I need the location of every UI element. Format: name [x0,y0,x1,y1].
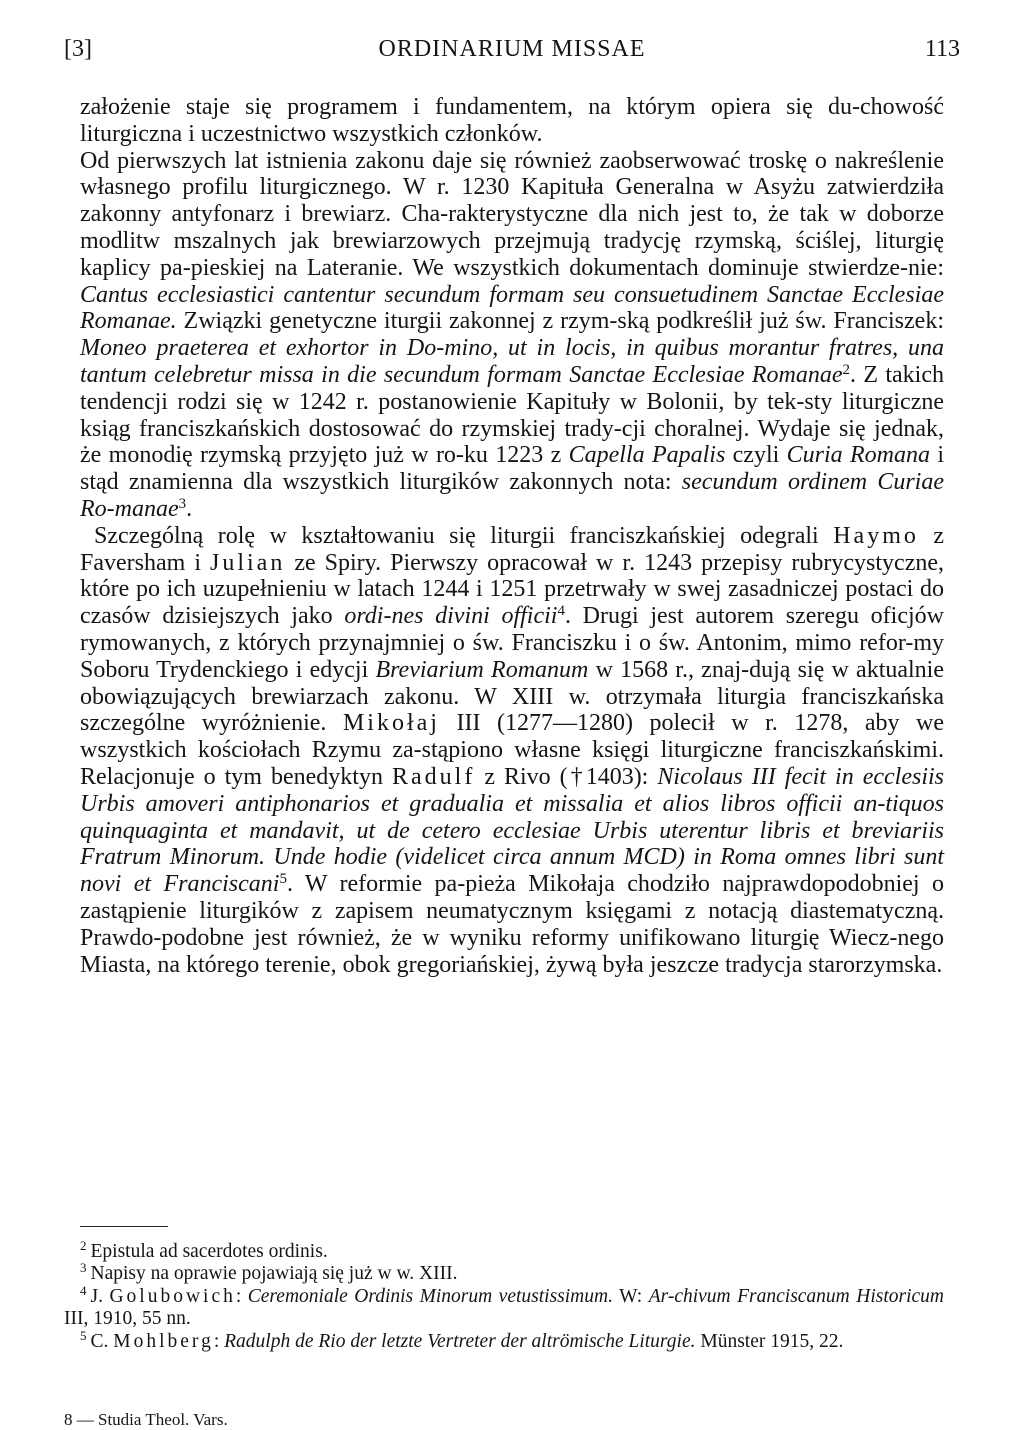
text-run: i stąd znamienna dla wszystkich liturgików zakonnych nota: [80,442,944,496]
person-name: Julian [210,549,286,576]
work-title: Ceremoniale Ordinis Minorum vetustissimum. [247,1285,613,1307]
person-name: Mikołaj [342,710,440,737]
latin-quote: secundum ordinem Curiae Ro-manae [80,469,944,522]
footnote-ref: 3 [178,495,187,512]
paragraph-1 [80,94,944,523]
text-run: . [186,495,193,522]
author-name: Golubowich [109,1285,236,1307]
section-number: [3] [64,36,92,62]
footnote-text: : [235,1285,248,1307]
author-name: Mohlberg [113,1330,214,1352]
footnote-text: C. [90,1330,114,1352]
footnote-number: 5 [80,1327,87,1343]
person-name: Haymo [833,522,919,549]
text-run: Szczególną rolę w kształtowaniu się liturgii franciszkańskiej odegrali [94,522,834,549]
work-title: Ar-chivum Franciscanum Historicum [648,1285,945,1307]
text-run: . Z takich tendencji rodzi się w 1242 r. postanowienie Kapituły w Bolonii, by tek-sty liturgiczne ksiąg franciszkańskich dostosować do rzymskiej trady-cji choralnej. Wydaje się jednak, że monodię rzymską przyjęto już w ro-ku 1223 z [80,361,944,469]
running-title: ORDINARIUM MISSAE [378,36,646,62]
footnote-text: III, 1910, 55 nn. [64,1308,191,1330]
footnote-number: 2 [80,1238,87,1253]
footnote-text: J. [90,1285,110,1307]
latin-quote: Cantus ecclesiastici cantentur secundum formam seu consuetudinem Sanctae Ecclesiae Romanae. [80,281,944,335]
text-run: . Drugi jest autorem szeregu oficjów rymowanych, z których przynajmniej o św. Franciszku i o św. Antonim, mimo refor-my Soboru Trydenckiego i edycji [80,603,944,683]
printer-signature: 8 — Studia Theol. Vars. [64,1410,228,1429]
book-title: Breviarium Romanum [375,656,589,683]
footnote-ref: 4 [557,603,565,620]
latin-quote: Moneo praeterea et exhortor in Do-mino, ut in locis, in quibus morantur fratres, una tantum celebretur missa in die secundum formam Sanctae Ecclesiae Romanae [80,335,944,388]
footnote-5 [64,1327,944,1353]
text-run: III (1277—1280) polecił w r. 1278, aby we wszystkich kościołach Rzymu za-stąpiono własne księgi liturgiczne franciszkańskimi. Relacjonuje o tym benedyktyn [80,710,945,790]
text-run: z Rivo (†1403): [475,763,658,790]
text-run: Związki genetyczne iturgii zakonnej z rzym-ską podkreślił już św. Franciszek: [176,308,944,335]
footnote-text: Münster 1915, 22. [695,1330,844,1352]
running-head [64,36,960,70]
latin-quote: Nicolaus III fecit in ecclesiis Urbis amoveri antiphonarios et gradualia et missalia et alios libros officii an-tiquos quinquaginta et mandavit, ut de cetero ecclesiae Urbis uterentur libris et breviariis Fratrum Minorum. Unde hodie (videlicet circa annum MCD) in Roma omnes libri sunt novi et Franciscani [80,763,945,898]
text-run: w 1568 r., znaj-dują się w aktualnie obowiązujących brewiarzach zakonu. W XIII w. otrzymała liturgia franciszkańska szczególne wyróżnienie. [80,656,944,737]
text-run: założenie staje się programem i fundamentem, na którym opiera się du-chowość liturgiczna i uczestnictwo wszystkich członków. [80,94,944,147]
text-run: . W reformie pa-pieża Mikołaja chodziło najprawdopodobniej o zastąpienie liturgików z zapisem neumatycznym księgami z notacją diastematyczną. Prawdo-podobne jest również, że w wyniku reformy unifikowano liturgię Wiecz-nego Miasta, na którego terenie, obok gregoriańskiej, żywą była jeszcze tradycja starorzymska. [80,871,945,978]
body-text [80,94,944,978]
footnote-number: 4 [80,1282,87,1298]
work-title: Radulph de Rio der letzte Vertreter der altrömische Liturgie. [224,1330,696,1352]
text-run: czyli [725,442,787,469]
person-name: Radulf [391,763,476,790]
footnote-text: Epistula ad sacerdotes ordinis. [90,1241,328,1262]
footnotes [64,1238,945,1353]
footnote-ref: 2 [842,361,850,378]
text-run: ze Spiry. Pierwszy opracował w r. 1243 przepisy rubrycystyczne, które po ich uzupełnieniu w latach 1244 i 1251 przetrwały w swej zasadniczej postaci do czasów dzisiejszych jako [80,549,944,630]
footnote-3 [64,1260,944,1285]
footnote-4 [64,1282,945,1331]
footnote-text: : [213,1330,225,1352]
footnote-ref: 5 [279,871,287,888]
text-run: z Faversham i [80,522,945,576]
footnote-text: Napisy na oprawie pojawiają się już w w. XIII. [90,1263,458,1285]
paragraph-2 [80,523,944,979]
footnote-2 [64,1238,944,1263]
page-number: 113 [924,36,960,62]
footnote-divider [80,1226,168,1227]
footnote-text: W: [612,1285,649,1307]
latin-term: ordi-nes divini officii [344,603,558,630]
latin-term: Curia Romana [786,442,930,469]
footnote-number: 3 [80,1260,87,1276]
text-run: Od pierwszych lat istnienia zakonu daje się również zaobserwować troskę o nakreślenie własnego profilu liturgicznego. W r. 1230 Kapituła Generalna w Asyżu zatwierdziła zakonny antyfonarz i brewiarz. Cha-rakterystyczne dla nich jest to, że tak w doborze modlitw mszalnych jak brewiarzowych przejmują tradycję rzymską, ściślej, liturgię kaplicy pa-pieskiej na Lateranie. We wszystkich dokumentach dominuje stwierdze-nie: [80,147,944,281]
latin-term: Capella Papalis [568,442,726,469]
